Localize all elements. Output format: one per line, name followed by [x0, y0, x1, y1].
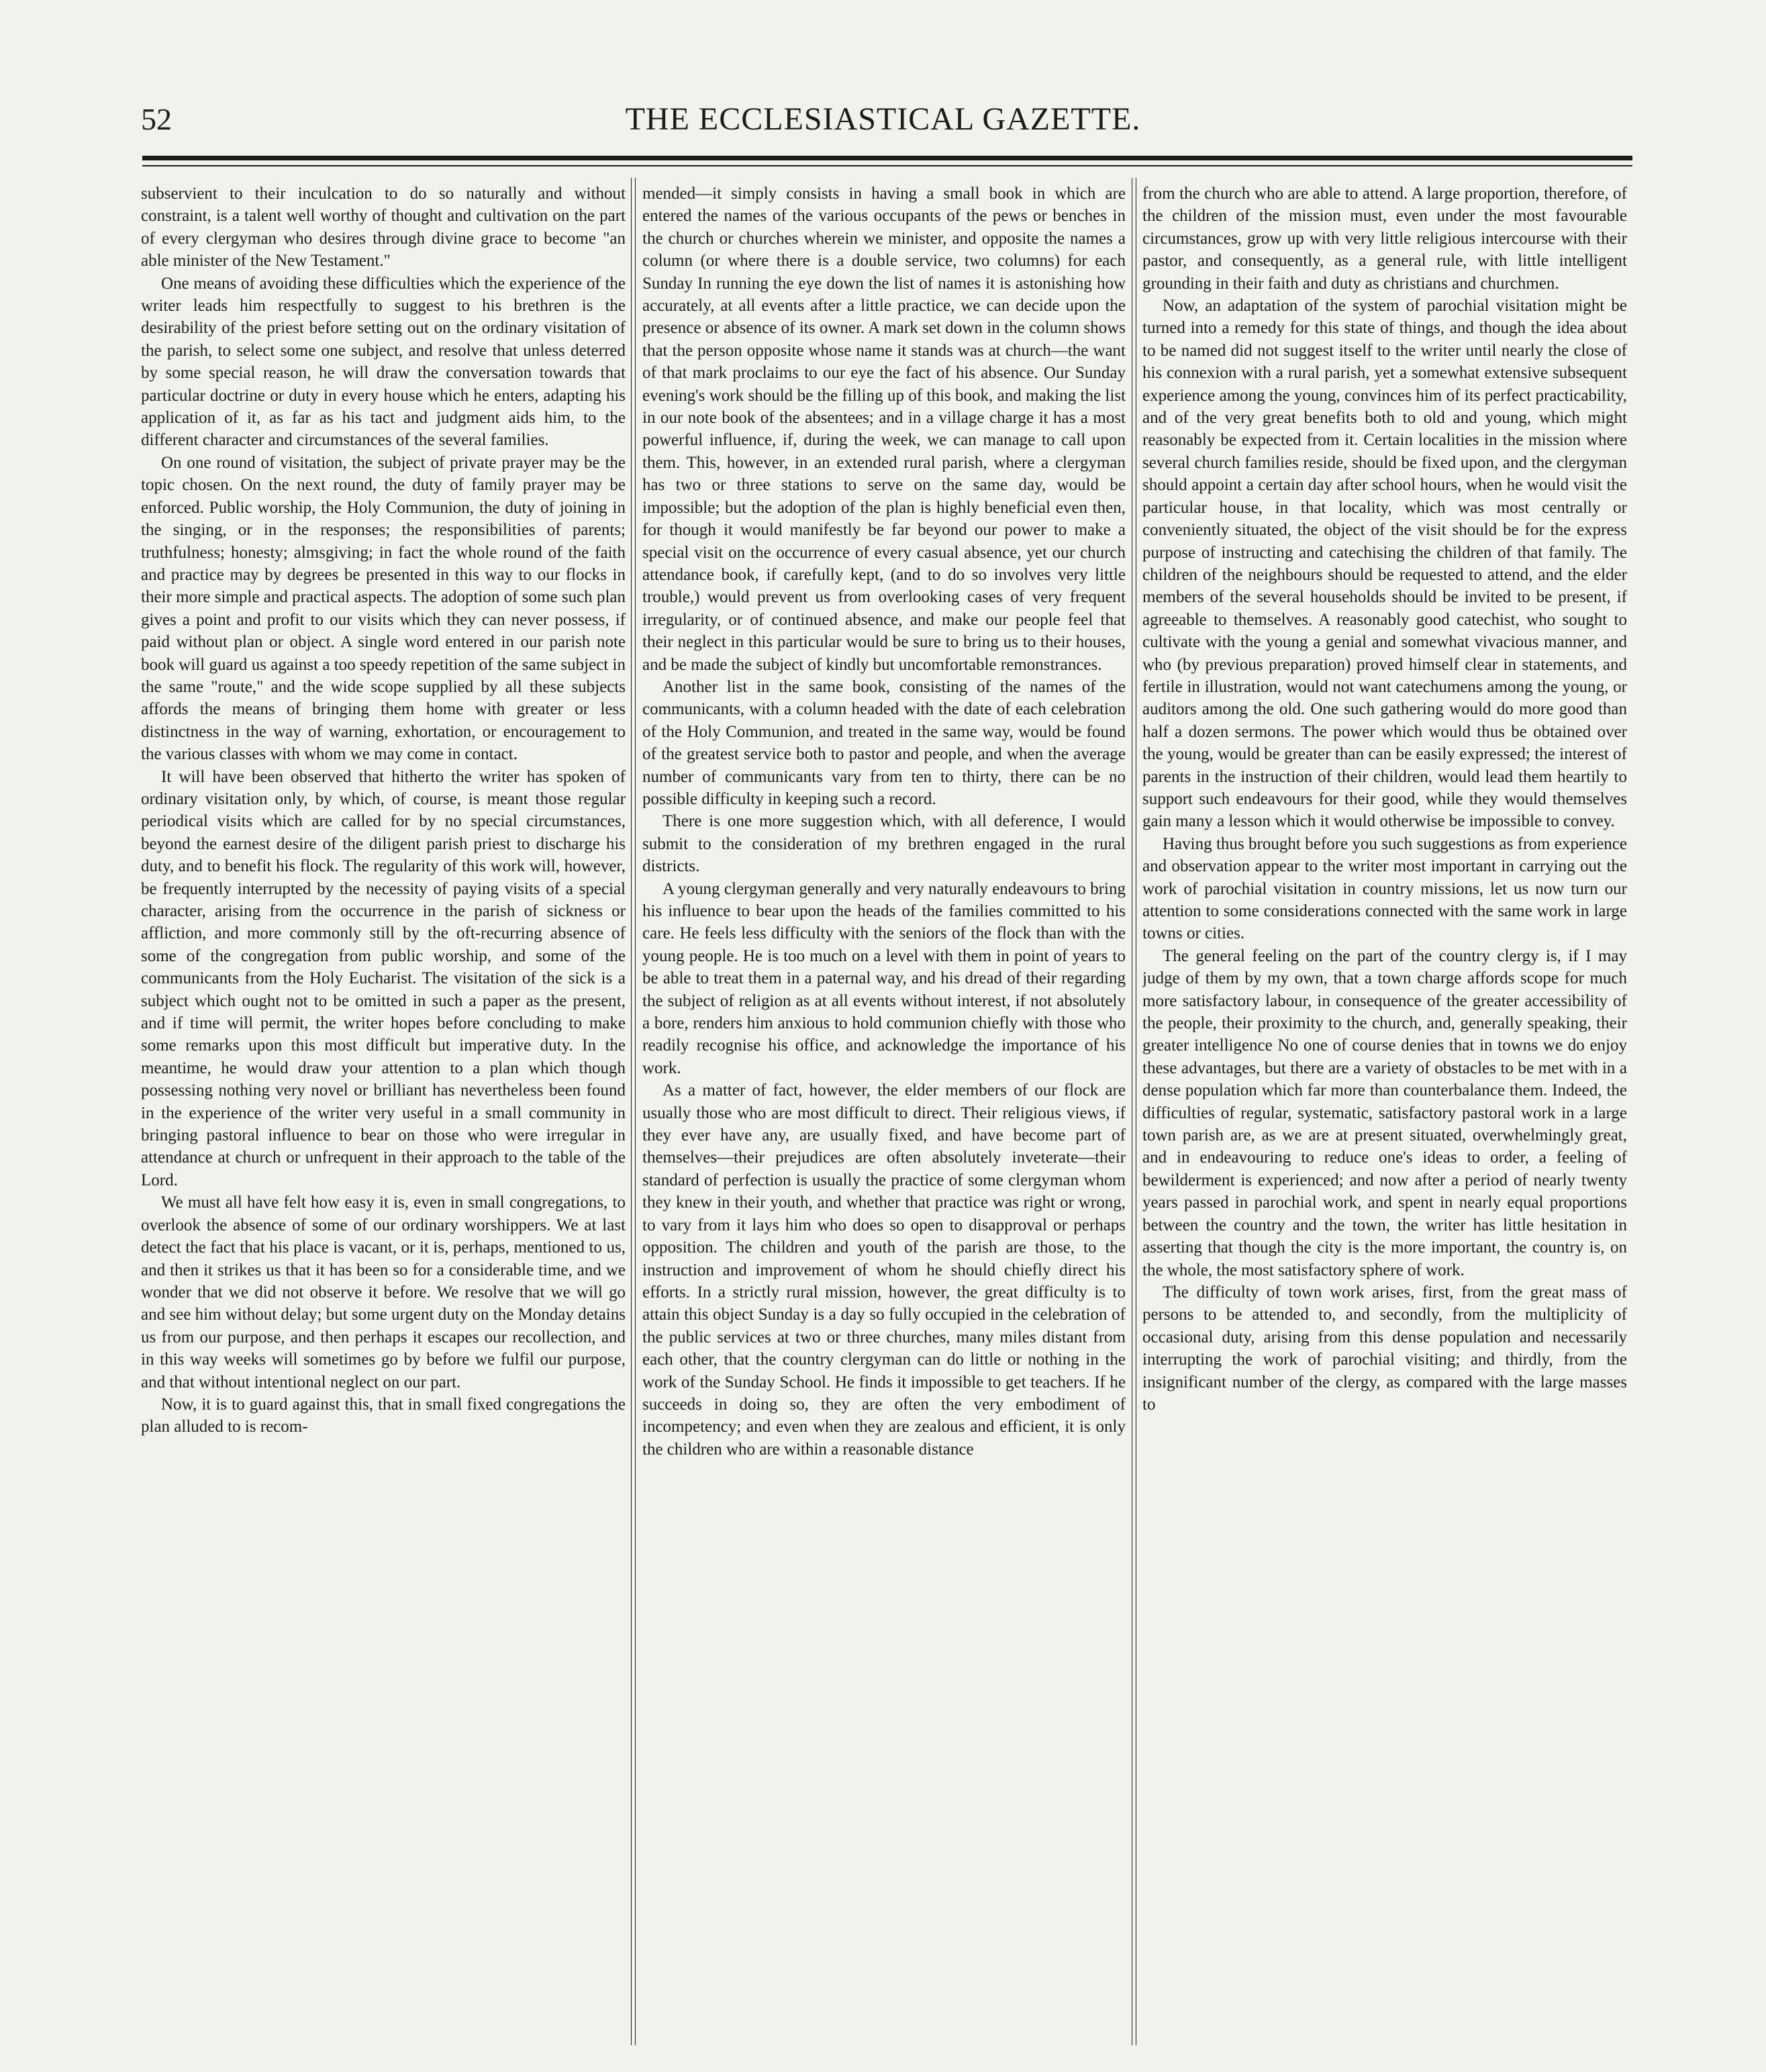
paragraph: On one round of visitation, the subject of private prayer may be the topic chosen. On the next round, the duty of family prayer may be enforced. Public worship, the Holy Communion, the duty of joining in the singing, or in the responses; the responsibilities of parents; truthfulness; honesty; almsgiving; in fact the whole round of the faith and practice may by degrees be presented in this way to our flocks in their more simple and practical aspects. The adoption of some such plan gives a point and profit to our visits which they can never possess, if paid without plan or object. A single word entered in our parish note book will guard us against a too speedy repetition of the same subject in the same "route," and the wide scope supplied by all these subjects affords the means of bringing them home with greater or less distinctness in the way of warning, exhortation, or encouragement to the various classes with whom we may come in contact.	[141, 453, 626, 764]
paragraph: The general feeling on the part of the country clergy is, if I may judge of them by my own, that a town charge affords scope for much more satisfactory labour, in consequence of the greater accessibility of the people, their proximity to the church, and, generally speaking, their greater intelligence No one of course denies that in towns we do enjoy these advantages, but there are a variety of obstacles to be met with in a dense population which far more than counterbalance them. Indeed, the difficulties of regular, systematic, satisfactory pastoral work in a large town parish are, as we are at present situated, overwhelmingly great, and in endeavouring to reduce one's ideas to order, a feeling of bewilderment is experienced; and now after a period of nearly twenty years passed in parochial work, and spent in nearly equal proportions between the country and the town, the writer has little hesitation in asserting that though the city is the more important, the country is, on the whole, the most satisfactory sphere of work.	[1142, 946, 1627, 1279]
text-column-2	[642, 183, 1126, 2042]
paragraph: from the church who are able to attend. A large proportion, therefore, of the children of the mission must, even under the most favourable circumstances, grow up with very little religious intercourse with their pastor, and consequently, as a general rule, with little intelligent grounding in their faith and duty as christians and churchmen.	[1142, 185, 1627, 293]
page-number: 52	[141, 102, 172, 136]
paragraph: mended—it simply consists in having a small book in which are entered the names of the various occupants of the pews or benches in the church or churches wherein we minister, and opposite the names a column (or where there is a double service, two columns) for each Sunday In running the eye down the list of names it is astonishing how accurately, at all events after a little practice, we can decide upon the presence or absence of its owner. A mark set down in the column shows that the person opposite whose name it stands was at church—the want of that mark proclaims to our eye the fact of his absence. Our Sunday evening's work should be the filling up of this book, and making the list in our note book of the absentees; and in a village charge it has a most powerful influence, if, during the week, we can manage to call upon them. This, however, in an extended rural parish, where a clergyman has two or three stations to serve on the same day, would be impossible; but the adoption of the plan is highly beneficial even then, for though it would manifestly be far beyond our power to make a special visit on the occurrence of every casual absence, yet our church attendance book, if carefully kept, (and to do so involves very little trouble,) would prevent us from overlooking cases of very frequent irregularity, or of continued absence, and make our people feel that their neglect in this particular would be sure to bring us to their houses, and be made the subject of kindly but uncomfortable remonstrances.	[642, 185, 1126, 674]
paragraph: We must all have felt how easy it is, even in small congregations, to overlook the absence of some of our ordinary worshippers. We at last detect the fact that his place is vacant, or it is, perhaps, mentioned to us, and then it strikes us that it has been so for a considerable time, and we wonder that we did not observe it before. We resolve that we will go and see him without delay; but some urgent duty on the Monday detains us from our purpose, and then perhaps it escapes our recollection, and in this way weeks will sometimes go by before we fulfil our purpose, and that without intentional neglect on our part.	[141, 1193, 626, 1391]
paragraph: There is one more suggestion which, with all deference, I would submit to the consideration of my brethren engaged in the rural districts.	[642, 812, 1126, 876]
paragraph: As a matter of fact, however, the elder members of our flock are usually those who are most difficult to direct. Their religious views, if they ever have any, are usually fixed, and have become part of themselves—their prejudices are often absolutely inveterate—their standard of perfection is usually the practice of some clergyman whom they knew in their youth, and whether that practice was right or wrong, to vary from it lays him who does so open to disapproval or perhaps opposition. The children and youth of the parish are those, to the instruction and improvement of whom he should chiefly direct his efforts. In a strictly rural mission, however, the great difficulty is to attain this object Sunday is a day so fully occupied in the celebration of the public services at two or three churches, many miles distant from each other, that the country clergyman can do little or nothing in the work of the Sunday School. He finds it impossible to get teachers. If he succeeds in doing so, they are often the very embodiment of incompetency; and even when they are zealous and efficient, it is only the children who are within a reasonable distance	[642, 1081, 1126, 1459]
paragraph: Now, an adaptation of the system of parochial visitation might be turned into a remedy for this state of things, and though the idea about to be named did not suggest itself to the writer until nearly the close of his connexion with a rural parish, yet a somewhat extensive subsequent experience among the young, convinces him of its perfect practicability, and of the very great benefits both to old and young, which might reasonably be expected from it. Certain localities in the mission where several church families reside, should be fixed upon, and the clergyman should appoint a certain day after school hours, when he would visit the particular house, in that locality, which was most centrally or conveniently situated, the object of the visit should be for the express purpose of instructing and catechising the children of that family. The children of the neighbours should be requested to attend, and the elder members of the several households should be invited to be present, if agreeable to themselves. A reasonably good catechist, who sought to cultivate with the young a genial and somewhat vivacious manner, and who (by previous preparation) proved himself clear in statements, and fertile in illustration, would not want catechumens among the young, or auditors among the old. One such gathering would do more good than half a dozen sermons. The power which would thus be obtained over the young, would be greater than can be easily expressed; the interest of parents in the instruction of their children, would lead them heartily to support such endeavours for their good, while they would themselves gain many a lesson which it would otherwise be impossible to convey.	[1142, 297, 1627, 831]
paragraph: Now, it is to guard against this, that in small fixed congregations the plan alluded to is recom-	[141, 1395, 626, 1436]
paragraph: It will have been observed that hitherto the writer has spoken of ordinary visitation only, by which, of course, is meant those regular periodical visits which are called for by no special circumstances, beyond the earnest desire of the diligent parish priest to discharge his duty, and to benefit his flock. The regularity of this work will, however, be frequently interrupted by the necessity of paying visits of a special character, arising from the occurrence in the parish of sickness or affliction, and more commonly still by the oft-recurring absence of some of the congregation from public worship, and some of the communicants from the Holy Eucharist. The visitation of the sick is a subject which ought not to be omitted in such a paper as the present, and if time will permit, the writer hopes before concluding to make some remarks upon this most difficult but imperative duty. In the meantime, he would draw your attention to a plan which though possessing nothing very novel or brilliant has nevertheless been found in the experience of the writer very useful in a small community in bringing pastoral influence to bear on those who were irregular in attendance at church or unfrequent in their approach to the table of the Lord.	[141, 767, 626, 1189]
paragraph: A young clergyman generally and very naturally endeavours to bring his influence to bear upon the heads of the families committed to his care. He feels less difficulty with the seniors of the flock than with the young people. He is too much on a level with them in point of years to be able to treat them in a paternal way, and his dread of their regarding the subject of religion as at all events without interest, if not absolutely a bore, renders him anxious to hold communion chiefly with those who readily recognise his office, and acknowledge the importance of his work.	[642, 879, 1126, 1077]
paragraph: Another list in the same book, consisting of the names of the communicants, with a column headed with the date of each celebration of the Holy Communion, and treated in the same way, would be found of the greatest service both to pastor and people, and when the average number of communicants vary from ten to thirty, there can be no possible difficulty in keeping such a record.	[642, 677, 1126, 808]
paragraph: Having thus brought before you such suggestions as from experience and observation appear to the writer most important in carrying out the work of parochial visitation in country missions, let us now turn our attention to some considerations connected with the same work in large towns or cities.	[1142, 834, 1627, 943]
paragraph: One means of avoiding these difficulties which the experience of the writer leads him respectfully to suggest to his brethren is the desirability of the priest before setting out on the ordinary visitation of the parish, to select some one subject, and resolve that unless deterred by some special reason, he will draw the conversation towards that particular doctrine or duty in every house which he enters, adapting his application of it, as far as his tact and judgment aids him, to the different character and circumstances of the several families.	[141, 274, 626, 450]
paragraph: The difficulty of town work arises, first, from the great mass of persons to be attended to, and secondly, from the multiplicity of occasional duty, arising from this dense population and necessarily interrupting the work of parochial visiting; and thirdly, from the insignificant number of the clergy, as compared with the large masses to	[1142, 1283, 1627, 1414]
text-column-1	[141, 183, 626, 2042]
header-rule-thick	[142, 156, 1632, 160]
column-divider	[1132, 178, 1136, 2045]
column-divider	[631, 178, 636, 2045]
paragraph: subservient to their inculcation to do so naturally and without constraint, is a talent well worthy of thought and cultivation on the part of every clergyman who desires through divine grace to become "an able minister of the New Testament."	[141, 185, 626, 270]
text-column-3	[1142, 183, 1627, 2042]
header-rule-thin	[142, 165, 1632, 166]
publication-title: THE ECCLESIASTICAL GAZETTE.	[625, 101, 1141, 137]
